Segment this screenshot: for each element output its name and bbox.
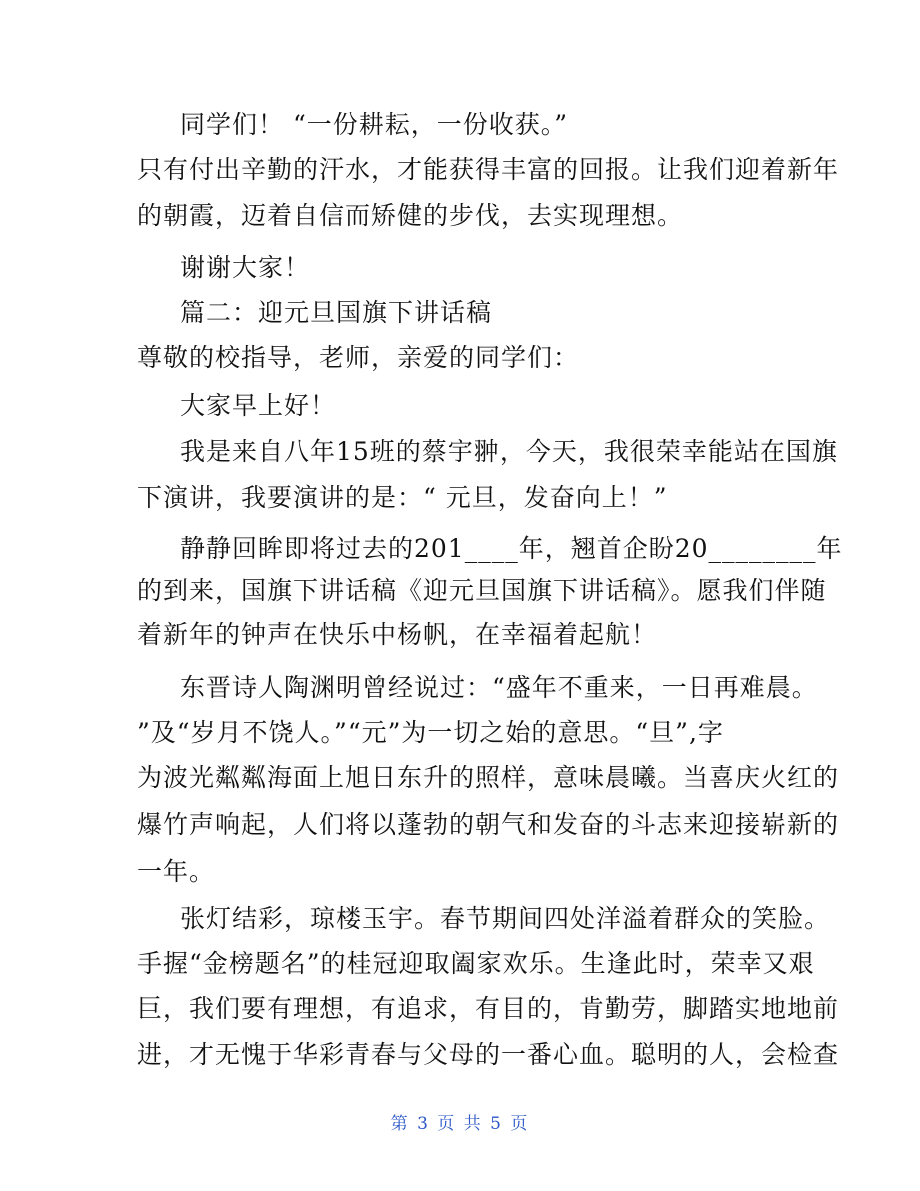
paragraph-line: 我是来自八年15班的蔡宇翀，今天，我很荣幸能站在国旗 [180, 437, 838, 466]
section-heading: 篇二：迎元旦国旗下讲话稿 [180, 298, 493, 327]
paragraph-line: 巨，我们要有理想，有追求，有目的，肯勤劳，脚踏实地地前 [137, 994, 840, 1023]
paragraph-line: 张灯结彩，琼楼玉宇。春节期间四处洋溢着群众的笑脸。 [180, 904, 831, 933]
paragraph-line: 着新年的钟声在快乐中杨帆，在幸福着起航！ [137, 620, 658, 649]
paragraph-line: 手握“金榜题名”的桂冠迎取阖家欢乐。生逢此时，荣幸又艰 [137, 949, 815, 978]
paragraph-line: 谢谢大家！ [180, 253, 311, 282]
salutation-line: 尊敬的校指导，老师，亲爱的同学们： [137, 343, 580, 372]
paragraph-line: 进，才无愧于华彩青春与父母的一番心血。聪明的人，会检查 [137, 1040, 840, 1069]
paragraph-line: 一年。 [137, 857, 216, 886]
paragraph-line: 爆竹声响起，人们将以蓬勃的朝气和发奋的斗志来迎接崭新的 [137, 810, 840, 839]
paragraph-line: 同学们！ “一份耕耘，一份收获。” [180, 110, 569, 139]
paragraph-line: 只有付出辛勤的汗水，才能获得丰富的回报。让我们迎着新年 [137, 155, 840, 184]
paragraph-line: 下演讲，我要演讲的是：“ 元旦，发奋向上！” [137, 483, 668, 512]
paragraph-line: ”及“岁月不饶人。”“元”为一切之始的意思。“旦”,字 [137, 718, 724, 747]
paragraph-line: 的到来，国旗下讲话稿《迎元旦国旗下讲话稿》。愿我们伴随 [137, 576, 827, 605]
paragraph-line: 东晋诗人陶渊明曾经说过：“盛年不重来，一日再难晨。 [180, 673, 818, 702]
page-number-footer: 第 3 页 共 5 页 [390, 1114, 530, 1134]
paragraph-line: 大家早上好！ [180, 391, 337, 420]
paragraph-line: 静静回眸即将过去的201____年，翘首企盼20________年 [180, 534, 843, 563]
paragraph-line: 为波光粼粼海面上旭日东升的照样，意味晨曦。当喜庆火红的 [137, 763, 840, 792]
paragraph-line: 的朝霞，迈着自信而矫健的步伐，去实现理想。 [137, 201, 684, 230]
